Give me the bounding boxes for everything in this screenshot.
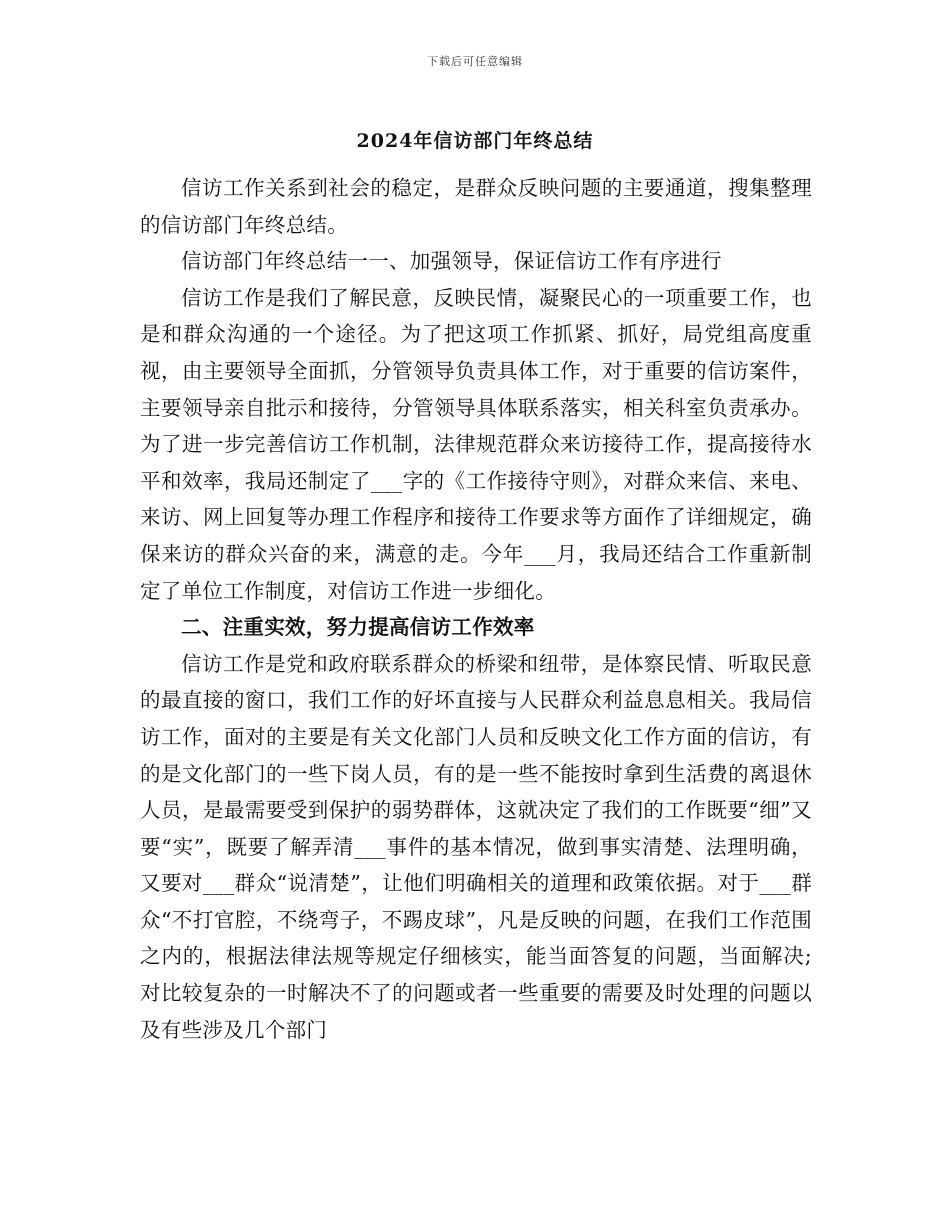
paragraph-intro: 信访工作关系到社会的稳定，是群众反映问题的主要通道，搜集整理的信访部门年终总结。 <box>140 176 812 237</box>
header-note: 下载后可任意编辑 <box>427 55 523 68</box>
document-title: 2024年信访部门年终总结 <box>356 130 594 152</box>
paragraph-section-1-body: 信访工作是我们了解民意，反映民情，凝聚民心的一项重要工作，也是和群众沟通的一个途径。为了把这项工作抓紧、抓好，局党组高度重视，由主要领导全面抓，分管领导负责具体工作，对于重要的信访案件，主要领导亲自批示和接待，分管领导具体联系落实，相关科室负责承办。为了进一步完善信访工作机制，法律规范群众来访接待工作，提高接待水平和效率，我局还制定了___字的《工作接待守则》，对群众来信、来电、来访、网上回复等办理工作程序和接待工作要求等方面作了详细规定，确保来访的群众兴奋的来，满意的走。今年___月，我局还结合工作重新制定了单位工作制度，对信访工作进一步细化。 <box>140 285 812 603</box>
paragraph-section-1-heading: 信访部门年终总结一一、加强领导，保证信访工作有序进行 <box>181 249 722 274</box>
paragraph-section-2-body: 信访工作是党和政府联系群众的桥梁和纽带，是体察民情、听取民意的最直接的窗口，我们工作的好坏直接与人民群众利益息息相关。我局信访工作，面对的主要是有关文化部门人员和反映文化工作方面的信访，有的是文化部门的一些下岗人员，有的是一些不能按时拿到生活费的离退休人员，是最需要受到保护的弱势群体，这就决定了我们的工作既要“细”又要“实”，既要了解弄清___事件的基本情况，做到事实清楚、法理明确，又要对___群众“说清楚”，让他们明确相关的道理和政策依据。对于___群众“不打官腔，不绕弯子，不踢皮球”，凡是反映的问题，在我们工作范围之内的，根据法律法规等规定仔细核实，能当面答复的问题，当面解决;对比较复杂的一时解决不了的问题或者一些重要的需要及时处理的问题以及有些涉及几个部门 <box>140 651 812 1042</box>
document-body <box>140 170 812 1048</box>
section-2-heading: 二、注重实效，努力提高信访工作效率 <box>181 615 535 640</box>
